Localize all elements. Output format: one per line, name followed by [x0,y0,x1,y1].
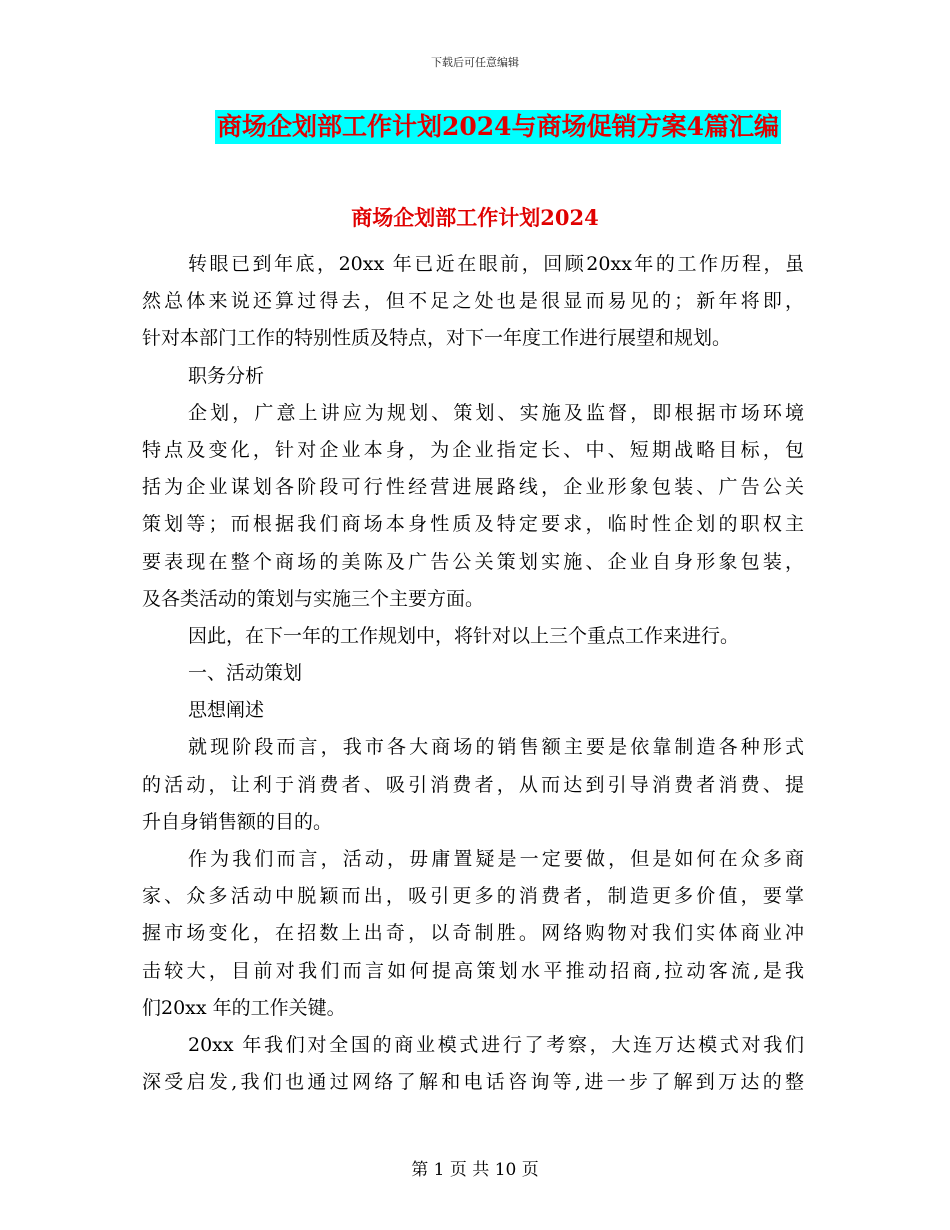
text-line: 企划，广意上讲应为规划、策划、实施及监督，即根据市场环境 [188,401,804,424]
text-line: 握市场变化，在招数上出奇，以奇制胜。网络购物对我们实体商业冲 [142,922,804,945]
document-title-container [0,110,950,144]
text-line: 们20xx 年的工作关键。 [142,996,346,1019]
text-line: 因此，在下一年的工作规划中，将针对以上三个重点工作来进行。 [188,624,740,647]
text-line: 及各类活动的策划与实施三个主要方面。 [142,587,485,610]
section-title: 商场企划部工作计划2024 [351,205,599,230]
text-line: 转眼已到年底，20xx 年已近在眼前，回顾20xx年的工作历程，虽 [188,253,804,275]
text-line: 要表现在整个商场的美陈及广告公关策划实施、企业自身形象包装， [142,550,804,573]
text-line: 策划等；而根据我们商场本身性质及特定要求，临时性企划的职权主 [142,513,804,536]
text-line: 击较大，目前对我们而言如何提高策划水平推动招商,拉动客流,是我 [142,959,804,982]
page-header: 下载后可任意编辑 [431,56,519,69]
text-line: 特点及变化，针对企业本身，为企业指定长、中、短期战略目标，包 [142,438,804,461]
document-title: 商场企划部工作计划2024与商场促销方案4篇汇编 [215,110,781,144]
text-line: 针对本部门工作的特别性质及特点，对下一年度工作进行展望和规划。 [142,327,732,350]
text-line: 的活动，让利于消费者、吸引消费者，从而达到引导消费者消费、提 [142,773,804,796]
text-line: 然总体来说还算过得去，但不足之处也是很显而易见的；新年将即， [142,290,804,313]
document-body [142,246,804,1101]
text-line: 家、众多活动中脱颖而出，吸引更多的消费者，制造更多价值，要掌 [142,885,804,908]
text-line: 20xx 年我们对全国的商业模式进行了考察，大连万达模式对我们 [188,1033,804,1056]
page-number: 第 1 页 共 10 页 [411,1160,539,1180]
text-line: 升自身销售额的目的。 [142,810,333,833]
text-line: 作为我们而言，活动，毋庸置疑是一定要做，但是如何在众多商 [188,848,804,870]
text-line: 思想阐述 [188,699,265,722]
text-line: 括为企业谋划各阶段可行性经营进展路线，企业形象包装、广告公关 [142,476,804,499]
text-line: 就现阶段而言，我市各大商场的销售额主要是依靠制造各种形式 [188,736,804,759]
text-line: 深受启发,我们也通过网络了解和电话咨询等,进一步了解到万达的整 [142,1071,804,1094]
text-line: 职务分析 [188,364,265,387]
text-line: 一、活动策划 [188,662,303,685]
